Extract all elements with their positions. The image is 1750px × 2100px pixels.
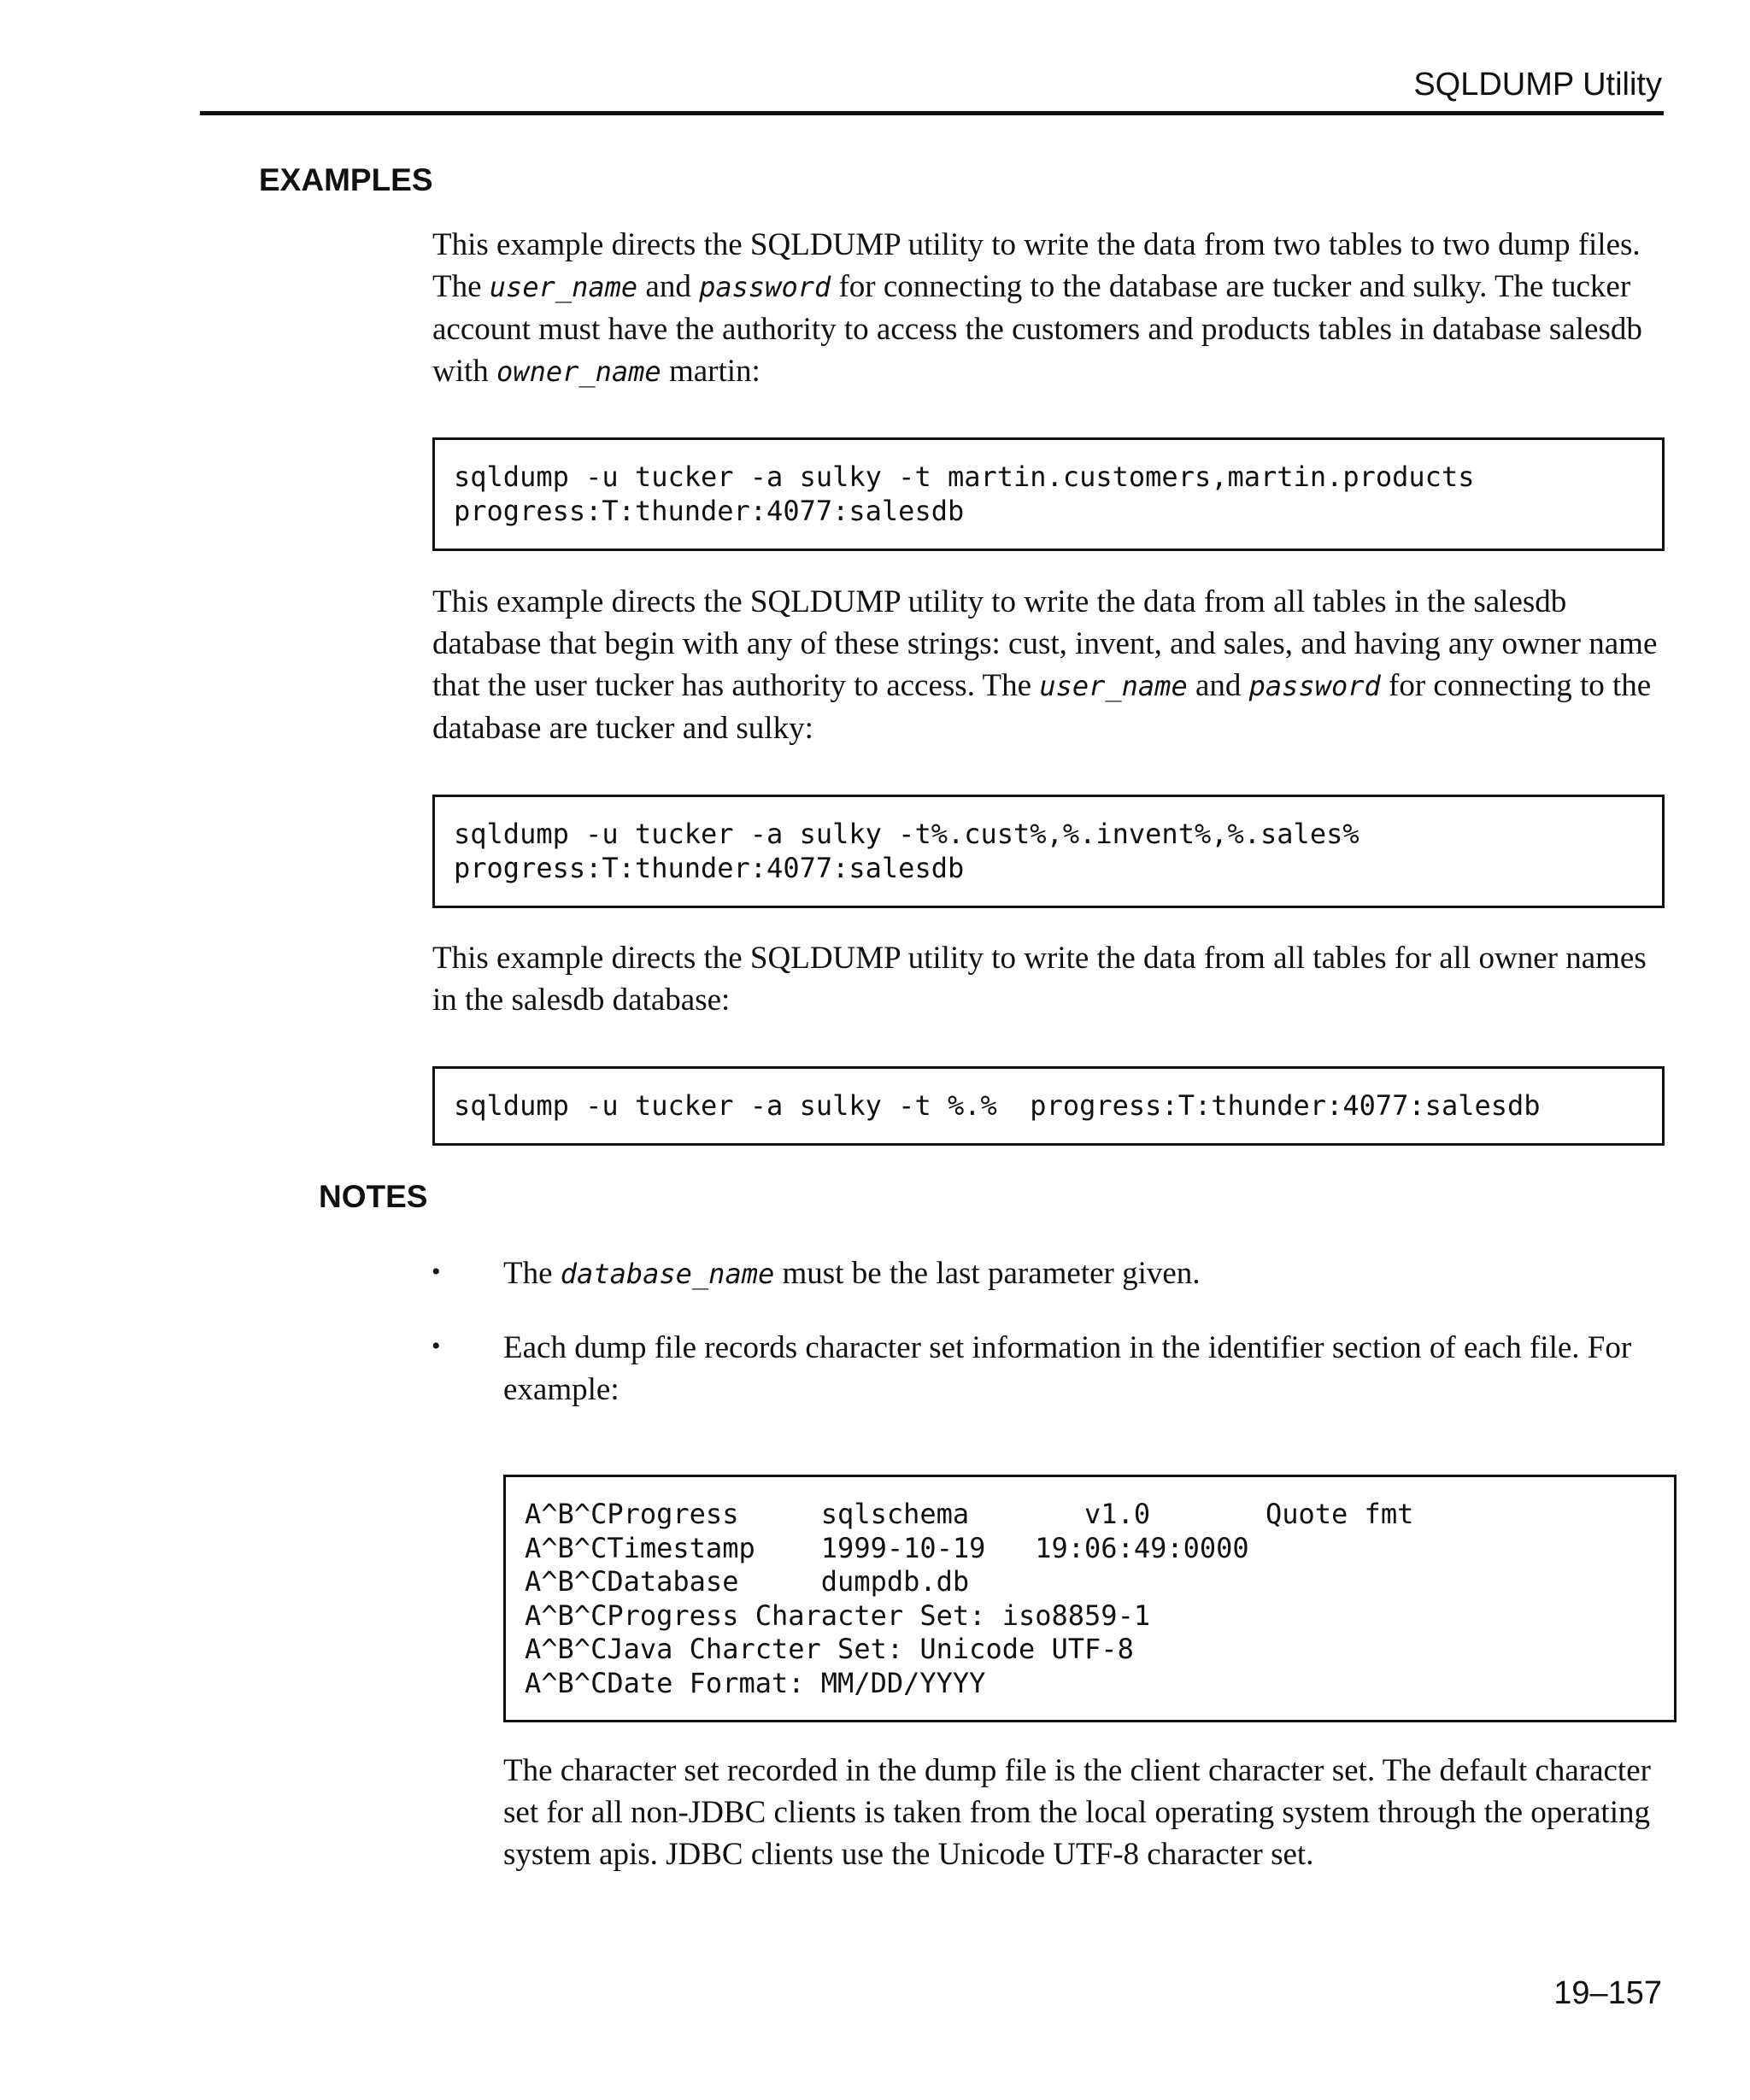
code-text: A^B^CProgress sqlschema v1.0 Quote fmt A^B^CTimestamp 1999-10-19 19:06:49:0000 A^B^CDatabase dumpdb.db A^B^CProgress Character Set: iso8859-1 A^B^CJava Charcter Set: Unicode UTF-8 A^B^CDate Format: MM/DD/YYYY xyxy=(525,1498,1414,1699)
text-run: for connecting to the database are tucker and sulky: xyxy=(432,668,1652,746)
example-2-description xyxy=(432,581,1667,749)
code-example-1 xyxy=(432,437,1665,551)
bullet-icon: • xyxy=(432,1258,441,1286)
note-item-1 xyxy=(503,1252,1665,1295)
text-run: and xyxy=(637,269,700,304)
password-term: password xyxy=(699,271,831,303)
user-name-term: user_name xyxy=(489,271,638,303)
text-run: This example directs the SQLDUMP utility to write the data from all tables for all owner names in the salesdb database: xyxy=(432,941,1647,1018)
text-run: and xyxy=(1187,668,1249,703)
example-3-description xyxy=(432,937,1667,1021)
header-rule xyxy=(200,111,1664,115)
code-example-2 xyxy=(432,795,1665,908)
text-run: The character set recorded in the dump file is the client character set. The default character set for all non-JDBC clients is taken from the local operating system through the operating system apis. JDBC clients use the Unicode UTF-8 character set. xyxy=(503,1753,1651,1872)
user-name-term: user_name xyxy=(1039,670,1188,702)
text-run: for connecting to the database are tucker and sulky. The tucker account must have the authority to access the customers and products tables in database salesdb with xyxy=(432,269,1642,389)
text-run: This example directs the SQLDUMP utility to write the data from two tables to two dump files. The xyxy=(432,227,1641,304)
example-1-description xyxy=(432,224,1667,393)
password-term: password xyxy=(1248,670,1381,702)
code-text: sqldump -u tucker -a sulky -t %.% progress:T:thunder:4077:salesdb xyxy=(454,1089,1541,1122)
code-example-3 xyxy=(432,1066,1665,1146)
code-text: sqldump -u tucker -a sulky -t%.cust%,%.invent%,%.sales% progress:T:thunder:4077:salesdb xyxy=(454,818,1359,884)
notes-heading: NOTES xyxy=(319,1179,428,1214)
text-run: Each dump file records character set information in the identifier section of each file. For example: xyxy=(503,1330,1632,1407)
text-run: must be the last parameter given. xyxy=(774,1256,1201,1291)
bullet-icon: • xyxy=(432,1332,441,1360)
code-example-charset xyxy=(503,1475,1677,1722)
page-number: 19–157 xyxy=(1553,1975,1662,2011)
database-name-term: database_name xyxy=(560,1258,775,1290)
charset-explanation xyxy=(503,1750,1665,1875)
examples-heading: EXAMPLES xyxy=(259,162,433,197)
text-run: This example directs the SQLDUMP utility to write the data from all tables in the salesdb database that begin with any of these strings: cust, invent, and sales, and having any owner name that the user tucker has authority to access. The xyxy=(432,584,1658,703)
running-head: SQLDUMP Utility xyxy=(1413,67,1662,103)
note-item-2 xyxy=(503,1327,1665,1411)
owner-name-term: owner_name xyxy=(496,355,661,388)
code-text: sqldump -u tucker -a sulky -t martin.customers,martin.products progress:T:thunder:4077:salesdb xyxy=(454,460,1475,527)
text-run: martin: xyxy=(661,354,760,389)
text-run: The xyxy=(503,1256,561,1291)
